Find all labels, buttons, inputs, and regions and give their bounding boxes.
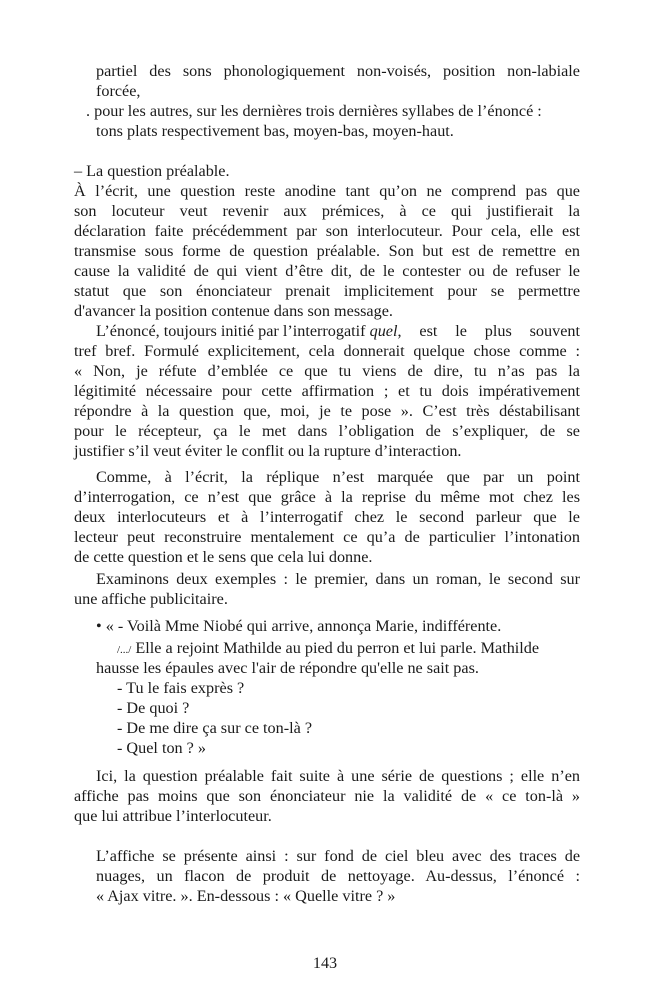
text-segment: L’énoncé, toujours initié par l’interrogatif (96, 322, 370, 340)
text-line: Comme, à l’écrit, la réplique n’est marquée que par un point (96, 468, 580, 486)
text-line: déclaration faite précédemment par son interlocuteur. Pour cela, elle est (74, 222, 580, 240)
text-line: « Ajax vitre. ». En-dessous : « Quelle vitre ? » (96, 887, 396, 905)
dialogue-line: - De quoi ? (117, 699, 190, 717)
quote-line: • « - Voilà Mme Niobé qui arrive, annonça Marie, indifférente. (96, 617, 502, 635)
text-line: de cette question et le sens que cela lui donne. (74, 548, 373, 566)
text-line: une affiche publicitaire. (74, 590, 228, 608)
text-line: répondre à la question que, moi, je te pose ». C’est très déstabilisant (74, 402, 580, 420)
text-line (96, 321, 580, 341)
text-line: lecteur peut reconstruire mentalement ce qu’a de particulier l’intonation (74, 528, 580, 546)
dialogue-line: - De me dire ça sur ce ton-là ? (117, 719, 313, 737)
text-line: « Non, je réfute d’emblée ce que tu viens de dire, tu n’as pas la (74, 362, 580, 380)
text-line: Examinons deux exemples : le premier, dans un roman, le second sur (96, 570, 580, 588)
text-line: tref bref. Formulé explicitement, cela donnerait quelque chose comme : (74, 342, 580, 360)
text-line: affiche pas moins que son énonciateur nie la validité de « ce ton-là » (74, 787, 580, 805)
text-segment: Elle a rejoint Mathilde au pied du perron et lui parle. Mathilde (131, 639, 540, 657)
italic-word: quel (369, 322, 398, 340)
quote-line (117, 638, 539, 660)
text-line: d’interrogation, ce n’est que grâce à la reprise du même mot chez les (74, 488, 580, 506)
text-line: légitimité nécessaire pour cette affirmation ; et tu dois impérativement (74, 382, 580, 400)
dialogue-line: - Tu le fais exprès ? (117, 679, 245, 697)
text-line: que lui attribue l’interlocuteur. (74, 807, 272, 825)
text-line: cause la validité de qui vient d’être dit, de le contester ou de refuser le (74, 262, 580, 280)
text-line: pour le récepteur, ça le met dans l’obligation de s’expliquer, de se (74, 422, 580, 440)
text-line: transmise sous forme de question préalable. Son but est de remettre en (74, 242, 580, 260)
text-line: partiel des sons phonologiquement non-voisés, position non-labiale (96, 62, 580, 80)
ellipsis-mark: /.../ (117, 644, 132, 656)
text-line: À l’écrit, une question reste anodine tant qu’on ne comprend pas que (74, 182, 580, 200)
dialogue-line: - Quel ton ? » (117, 739, 207, 757)
text-line: tons plats respectivement bas, moyen-bas, moyen-haut. (96, 122, 454, 140)
text-line: nuages, un flacon de produit de nettoyage. Au-dessus, l’énoncé : (96, 867, 580, 885)
text-line: forcée, (96, 82, 141, 100)
text-line: deux interlocuteurs et à l’interrogatif chez le second parleur que le (74, 508, 580, 526)
text-segment: , est le plus souvent (397, 322, 580, 340)
text-line: L’affiche se présente ainsi : sur fond de ciel bleu avec des traces de (96, 847, 580, 865)
page-number: 143 (312, 954, 338, 972)
text-line: justifier s’il veut éviter le conflit ou la rupture d’interaction. (74, 442, 462, 460)
text-line: d'avancer la position contenue dans son message. (74, 302, 393, 320)
quote-line: hausse les épaules avec l'air de répondre qu'elle ne sait pas. (96, 659, 479, 677)
text-line: . pour les autres, sur les dernières trois dernières syllabes de l’énoncé : (86, 102, 542, 120)
text-line: son locuteur veut revenir aux prémices, à ce qui justifierait la (74, 202, 580, 220)
text-line: statut que son énonciateur prenait implicitement pour se permettre (74, 282, 580, 300)
section-heading: – La question préalable. (74, 162, 230, 180)
text-line: Ici, la question préalable fait suite à une série de questions ; elle n’en (96, 767, 580, 785)
